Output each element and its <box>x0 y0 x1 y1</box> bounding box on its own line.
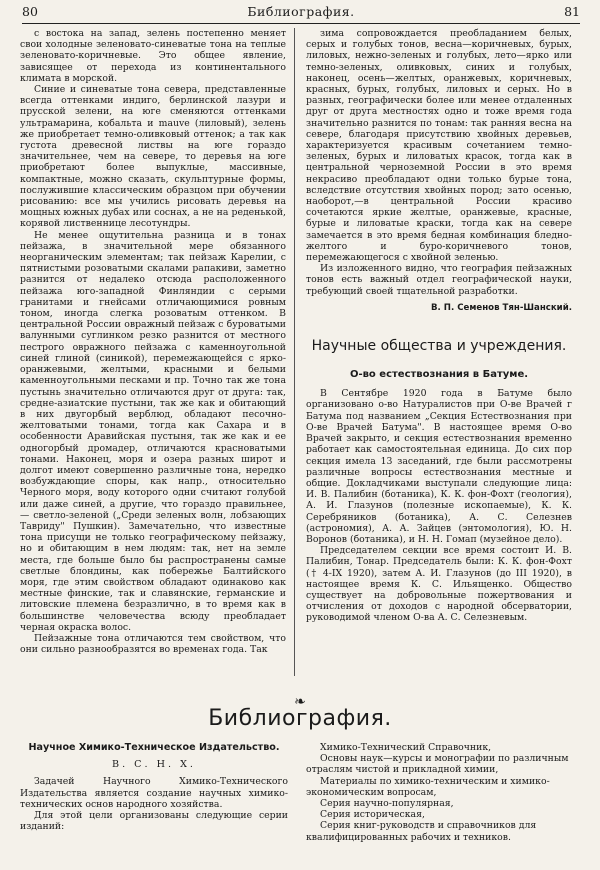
paragraph: Из изложенного видно, что география пейзажных тонов есть важный отдел географической науки, требующий своей тщательной разработки. <box>306 263 572 297</box>
column-divider <box>294 28 295 676</box>
header-rule <box>22 23 580 24</box>
series-item: Материалы по химико-техническим и химико-экономическим вопросам, <box>306 775 550 798</box>
paragraph: В Сентябре 1920 года в Батуме было организовано о-во Натуралистов при О-ве Врачей г Батума под названием „Секция Естествознания при О-ве Врачей Батума". В настоящее время О-во Врачей закрыто, и секция естествознания временно работает как самостоятельная единица. До сих пор секция имела 13 заседаний, где были рассмотрены различные вопросы естествознания местные и общие. Докладчиками выступали следующие лица: И. В. Палибин (ботаника), К. К. фон-Фохт (геология), А. И. Глазунов (полезные ископаемые), К. К. Серебряников (ботаника), А. С. Селезнев (астрономия), А. А. Зайцев (энтомология), Ю. Н. Воронов (ботаника), и Н. Н. Гомап (музейное дело). <box>306 388 572 545</box>
series-item: Серия научно-популярная, <box>320 798 454 810</box>
publisher-title: Научное Химико-Техническое Издательство. <box>28 742 280 753</box>
ornament-divider: ❧ <box>294 694 306 710</box>
running-header <box>22 4 580 22</box>
bibliography-left-column <box>20 742 288 832</box>
right-column <box>306 28 572 678</box>
paragraph: Задачей Научного Химико-Технического Издательства является создание научных химико-технических основ народного хозяйства. <box>20 776 288 810</box>
paragraph: Председателем секции все время состоит И. В. Палибин, Тонар. Председатель были: К. К. фон-Фохт († 4-IX 1920), затем А. И. Глазунов (до III 1920), в настоящее время К. С. Ильященко. Общество существует на добровольные пожертвования и отчисления от доходов с народной обсерватории, руководимой членом О-ва А. С. Селезневым. <box>306 545 572 624</box>
section-heading: Научные общества и учреждения. <box>311 338 567 355</box>
paragraph: Пейзажные тона отличаются тем свойством, что они сильно разнообразятся во временах года. Так <box>20 632 286 656</box>
paragraph: с востока на запад, зелень постепенно меняет свои холодные зеленовато-синеватые тона на теплые зеленовато-коричневые. Это общее явление, зависящее от перехода из континентального климата в морской. <box>20 28 286 84</box>
bibliography-right-column <box>306 742 578 843</box>
running-title: Библиография. <box>247 4 355 19</box>
paragraph: Не менее ощутительна разница и в тонах пейзажа, в значительной мере обязанного неорганическим элементам; так пейзаж Карелии, с пятнистыми розоватыми скалами рапакиви, заметно разнится от недалеко отсюда расположенного пейзажа юго-западной Финляндии с серыми гранитами и гнейсами отличающимися ровным тоном, иногда слегка розоватым оттенком. В центральной России овражный пейзаж с буроватыми валунными суглинком резко разнится от местного пестрого овражного пейзажа с каменноугольной синей глиной (синикой), перемежающейся с ярко-оранжевыми, желтыми, красными и белыми каменноугольными песками и пр. Точно так же тона пустынь значительно отличаются друг от друга: так, средне-азиатские пустыни, так же как и обитающий в них двугорбый верблюд, обладают песочно-желтоватыми тонами, тогда как Сахара и в особенности Аравийская пустыня, так же как и ее одногорбый дромадер, отличаются красноватыми тонами. Наконец, моря и озера разных широт и долгот имеют совершенно различные тона, нередко возбуждающие споры, как напр., относительно Черного моря, воду которого одни считают голубой или даже синей, а другие, что гораздо правильнее, — светло-зеленой („Среди зеленых волн, лобзающих Тавриду" Пушкин). Замечательно, что известные тона присущи не только географическому пейзажу, но и обитающим в нем людям: так, нет на земле места, где больше было бы распространены самые светлые блондины, как побережье Балтийского моря, где этим свойством обладают одинаково как местные финские, так и славянские, германские и литовские племена безразлично, в то время как в большинстве человечества всюду преобладает черная окраска волос. <box>20 229 286 633</box>
author-signature: В. П. Семенов Тян-Шанский. <box>431 302 572 313</box>
paragraph: Синие и синеватые тона севера, представленные всегда оттенками индиго, берлинской лазури и прусской зелени, на юге сменяются оттенками ультрамарина, кобальта и mauve (лиловый), зелень же приобретает темно-оливковый оттенок; а так как густота древесной листвы на юге гораздо значительнее, чем на севере, то деревья на юге приобретают более выпуклые, массивные, компактные, можно сказать, скульптурные формы, послужившие классическим образцом при обучении рисованию: все мы учились рисовать деревья на мощных южных дубах или соснах, а не на реденькой, корявой лиственнице лесотундры. <box>20 84 286 230</box>
publisher-subtitle: В. С. Н. Х. <box>112 759 196 771</box>
page-number-left: 80 <box>22 4 38 19</box>
left-column <box>20 28 286 678</box>
paragraph: зима сопровождается преобладанием белых, серых и голубых тонов, весна—коричневых, бурых, лиловых, нежно-зеленых и голубых, лето—ярко или темно-зеленых, оливковых, синих и голубых, наконец, осень—желтых, оранжевых, коричневых, красных, бурых, голубых, лиловых и серых. Но в разных, географически более или менее отдаленных друг от друга местностях одно и тоже время года значительно разнится по тонам: так ранняя весна на севере, благодаря присутствию хвойных деревьев, характеризуется красивым сочетанием темно-зеленых, бурых и лиловатых красок, тогда как в центральной черноземной России в это время некрасиво преобладают одни только бурые тона, вследствие отсутствия хвойных пород; зато осенью, наоборот,—в центральной России красиво сочетаются яркие желтые, оранжевые, красные, бурые и лиловатые краски, тогда как на севере замечается в это время бедная комбинация бледно-желтого и буро-коричневого тонов, перемежающегося с хвойной зеленью. <box>306 28 572 264</box>
series-item: Химико-Технический Справочник, <box>320 742 492 753</box>
series-item: Серия историческая, <box>320 809 425 821</box>
subsection-heading: О-во естествознания в Батуме. <box>349 369 529 381</box>
bibliography-heading: Библиография. <box>208 706 392 731</box>
page-number-right: 81 <box>564 4 580 19</box>
series-item: Основы наук—курсы и монографии по различным отраслям чистой и прикладной химии, <box>306 753 569 776</box>
series-item: Серия книг-руководств и справочников для квалифицированных рабочих и техников. <box>306 820 537 843</box>
paragraph: Для этой цели организованы следующие серии изданий: <box>20 810 288 833</box>
